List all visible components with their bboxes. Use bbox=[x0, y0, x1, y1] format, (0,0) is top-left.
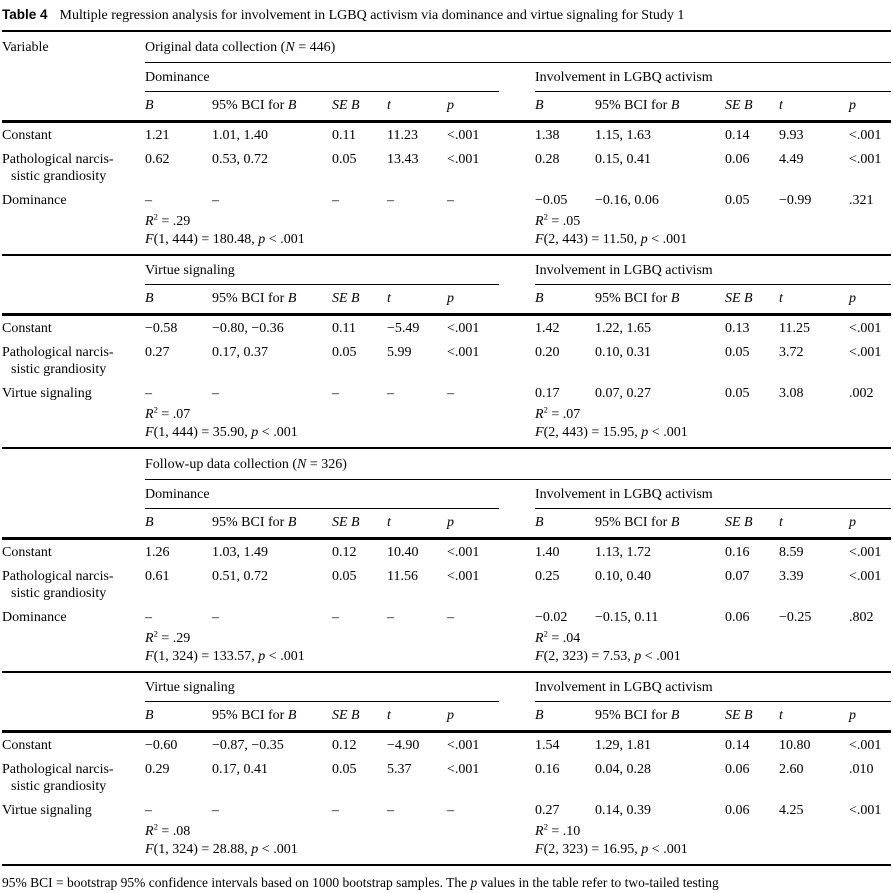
cell-value: <.001 bbox=[849, 803, 882, 818]
cell-value: 11.23 bbox=[387, 128, 418, 143]
cell-value: −5.49 bbox=[387, 321, 420, 336]
cell-value: – bbox=[447, 386, 454, 401]
col-header-seb: SE B bbox=[332, 291, 360, 306]
cell-value: 0.62 bbox=[145, 152, 170, 167]
section-header-original bbox=[2, 31, 891, 63]
col-header-b: B bbox=[535, 515, 544, 530]
stat-header-row bbox=[2, 92, 891, 122]
right-r-squared: $R^2 = .07$ bbox=[535, 404, 581, 422]
cell-value: 0.61 bbox=[145, 569, 170, 584]
cell-value: 0.07 bbox=[725, 569, 750, 584]
cell-value: 0.12 bbox=[332, 545, 357, 560]
cell-value: 0.06 bbox=[725, 762, 750, 777]
left-f-stat: F(1, 444) = 35.90, p < .001 bbox=[145, 425, 298, 440]
col-header-bci: 95% BCI for B bbox=[212, 98, 297, 113]
cell-value: 13.43 bbox=[387, 152, 419, 167]
cell-value: 0.14, 0.39 bbox=[595, 803, 651, 818]
cell-value: <.001 bbox=[447, 738, 480, 753]
left-r-squared: $R^2 = .08$ bbox=[145, 821, 191, 839]
col-header-seb: SE B bbox=[332, 708, 360, 723]
col-header-b: B bbox=[145, 708, 154, 723]
cell-value: 0.28 bbox=[535, 152, 560, 167]
row-label: Constant bbox=[2, 545, 52, 560]
cell-value: −0.16, 0.06 bbox=[595, 193, 659, 208]
left-r-squared: $R^2 = .07$ bbox=[145, 404, 191, 422]
table-caption bbox=[2, 4, 893, 30]
row-label: Dominance bbox=[2, 193, 67, 208]
cell-value: 0.05 bbox=[332, 762, 357, 777]
r-squared-row bbox=[2, 629, 891, 648]
cell-value: 2.60 bbox=[779, 762, 804, 777]
cell-value: 0.25 bbox=[535, 569, 560, 584]
stat-header-row bbox=[2, 509, 891, 539]
right-outcome-label: Involvement in LGBQ activism bbox=[535, 263, 713, 278]
cell-value: 0.27 bbox=[145, 345, 170, 360]
cell-value: 0.05 bbox=[725, 193, 750, 208]
right-f-stat: F(2, 323) = 7.53, p < .001 bbox=[535, 649, 681, 664]
col-header-seb: SE B bbox=[725, 515, 753, 530]
right-f-stat: F(2, 443) = 11.50, p < .001 bbox=[535, 232, 688, 247]
cell-value: 1.13, 1.72 bbox=[595, 545, 651, 560]
cell-value: <.001 bbox=[447, 321, 480, 336]
row-label: Constant bbox=[2, 321, 52, 336]
col-header-seb: SE B bbox=[725, 291, 753, 306]
cell-value: 0.06 bbox=[725, 152, 750, 167]
regression-block bbox=[2, 480, 891, 673]
outcome-panel-row bbox=[2, 672, 891, 702]
cell-value: 0.53, 0.72 bbox=[212, 152, 268, 167]
col-header-bci: 95% BCI for B bbox=[212, 291, 297, 306]
cell-value: 1.03, 1.49 bbox=[212, 545, 268, 560]
cell-value: −0.02 bbox=[535, 610, 568, 625]
col-header-b: B bbox=[535, 98, 544, 113]
col-header-bci: 95% BCI for B bbox=[595, 515, 680, 530]
cell-value: – bbox=[447, 193, 454, 208]
col-header-p: p bbox=[447, 515, 454, 530]
table-row bbox=[2, 798, 891, 822]
row-label: Pathological narcis- bbox=[2, 152, 114, 167]
col-header-t: t bbox=[387, 708, 391, 723]
regression-block bbox=[2, 672, 891, 865]
regression-block bbox=[2, 255, 891, 448]
r-squared-row bbox=[2, 822, 891, 841]
left-outcome-label: Virtue signaling bbox=[145, 263, 235, 278]
cell-value: −4.90 bbox=[387, 738, 420, 753]
cell-value: – bbox=[145, 610, 152, 625]
right-r-squared: $R^2 = .05$ bbox=[535, 211, 581, 229]
variable-column-header: Variable bbox=[2, 40, 49, 55]
cell-value: – bbox=[212, 610, 219, 625]
left-f-stat: F(1, 324) = 133.57, p < .001 bbox=[145, 649, 305, 664]
cell-value: −0.25 bbox=[779, 610, 812, 625]
cell-value: – bbox=[447, 803, 454, 818]
cell-value: <.001 bbox=[447, 545, 480, 560]
cell-value: 0.10, 0.31 bbox=[595, 345, 651, 360]
cell-value: <.001 bbox=[849, 152, 882, 167]
col-header-bci: 95% BCI for B bbox=[212, 515, 297, 530]
cell-value: .002 bbox=[849, 386, 874, 401]
cell-value: – bbox=[332, 803, 339, 818]
cell-value: 0.06 bbox=[725, 803, 750, 818]
cell-value: 0.10, 0.40 bbox=[595, 569, 651, 584]
col-header-p: p bbox=[447, 98, 454, 113]
row-label-cont: sistic grandiosity bbox=[11, 362, 107, 377]
cell-value: 1.21 bbox=[145, 128, 170, 143]
col-header-p: p bbox=[849, 708, 856, 723]
section-title: Follow-up data collection (N = 326) bbox=[145, 457, 347, 472]
cell-value: 0.51, 0.72 bbox=[212, 569, 268, 584]
r-squared-row bbox=[2, 212, 891, 231]
cell-value: – bbox=[332, 386, 339, 401]
cell-value: 0.17, 0.41 bbox=[212, 762, 268, 777]
cell-value: 1.29, 1.81 bbox=[595, 738, 651, 753]
table-row bbox=[2, 757, 891, 798]
left-r-squared: $R^2 = .29$ bbox=[145, 628, 191, 646]
row-label: Virtue signaling bbox=[2, 803, 92, 818]
cell-value: <.001 bbox=[849, 345, 882, 360]
col-header-bci: 95% BCI for B bbox=[212, 708, 297, 723]
f-stat-row bbox=[2, 424, 891, 448]
cell-value: – bbox=[447, 610, 454, 625]
cell-value: <.001 bbox=[849, 321, 882, 336]
stat-header-row bbox=[2, 285, 891, 315]
cell-value: – bbox=[387, 193, 394, 208]
row-label: Dominance bbox=[2, 610, 67, 625]
cell-value: 0.27 bbox=[535, 803, 560, 818]
left-outcome-label: Virtue signaling bbox=[145, 680, 235, 695]
cell-value: 11.25 bbox=[779, 321, 810, 336]
row-label: Virtue signaling bbox=[2, 386, 92, 401]
table-caption-text: Multiple regression analysis for involvement in LGBQ activism via dominance and virtue signaling for Study 1 bbox=[59, 8, 685, 23]
stat-header-row bbox=[2, 702, 891, 732]
f-stat-row bbox=[2, 231, 891, 255]
cell-value: 0.14 bbox=[725, 738, 750, 753]
cell-value: <.001 bbox=[849, 545, 882, 560]
col-header-p: p bbox=[849, 98, 856, 113]
row-label: Pathological narcis- bbox=[2, 345, 114, 360]
right-f-stat: F(2, 443) = 15.95, p < .001 bbox=[535, 425, 688, 440]
right-f-stat: F(2, 323) = 16.95, p < .001 bbox=[535, 842, 688, 857]
cell-value: −0.80, −0.36 bbox=[212, 321, 284, 336]
cell-value: <.001 bbox=[849, 569, 882, 584]
col-header-bci: 95% BCI for B bbox=[595, 708, 680, 723]
col-header-b: B bbox=[145, 98, 154, 113]
cell-value: 0.16 bbox=[725, 545, 750, 560]
cell-value: −0.87, −0.35 bbox=[212, 738, 284, 753]
cell-value: <.001 bbox=[447, 345, 480, 360]
col-header-bci: 95% BCI for B bbox=[595, 291, 680, 306]
right-outcome-label: Involvement in LGBQ activism bbox=[535, 487, 713, 502]
col-header-t: t bbox=[779, 708, 783, 723]
section-header-followup bbox=[2, 448, 891, 480]
col-header-b: B bbox=[145, 291, 154, 306]
section-row bbox=[2, 31, 891, 63]
cell-value: 0.17, 0.37 bbox=[212, 345, 268, 360]
cell-value: 0.04, 0.28 bbox=[595, 762, 651, 777]
table-row bbox=[2, 122, 891, 148]
section-title: Original data collection (N = 446) bbox=[145, 40, 336, 55]
cell-value: 9.93 bbox=[779, 128, 804, 143]
cell-value: 0.15, 0.41 bbox=[595, 152, 651, 167]
cell-value: <.001 bbox=[447, 128, 480, 143]
cell-value: 1.26 bbox=[145, 545, 170, 560]
cell-value: <.001 bbox=[447, 152, 480, 167]
cell-value: 0.07, 0.27 bbox=[595, 386, 651, 401]
cell-value: −0.15, 0.11 bbox=[595, 610, 659, 625]
left-r-squared: $R^2 = .29$ bbox=[145, 211, 191, 229]
col-header-t: t bbox=[387, 291, 391, 306]
table-row bbox=[2, 340, 891, 381]
col-header-t: t bbox=[779, 515, 783, 530]
table-row bbox=[2, 564, 891, 605]
regression-table bbox=[2, 30, 891, 866]
cell-value: 11.56 bbox=[387, 569, 418, 584]
cell-value: 3.72 bbox=[779, 345, 804, 360]
cell-value: 5.37 bbox=[387, 762, 412, 777]
col-header-seb: SE B bbox=[332, 515, 360, 530]
cell-value: 1.01, 1.40 bbox=[212, 128, 268, 143]
cell-value: .321 bbox=[849, 193, 874, 208]
col-header-t: t bbox=[387, 515, 391, 530]
cell-value: .010 bbox=[849, 762, 874, 777]
cell-value: 3.39 bbox=[779, 569, 804, 584]
col-header-t: t bbox=[779, 98, 783, 113]
r-squared-row bbox=[2, 405, 891, 424]
table-row bbox=[2, 732, 891, 758]
cell-value: 0.16 bbox=[535, 762, 560, 777]
col-header-p: p bbox=[447, 708, 454, 723]
col-header-b: B bbox=[535, 708, 544, 723]
cell-value: 3.08 bbox=[779, 386, 804, 401]
cell-value: 0.11 bbox=[332, 128, 356, 143]
cell-value: .802 bbox=[849, 610, 874, 625]
outcome-panel-row bbox=[2, 63, 891, 92]
cell-value: −0.99 bbox=[779, 193, 812, 208]
cell-value: – bbox=[332, 610, 339, 625]
cell-value: 0.13 bbox=[725, 321, 750, 336]
cell-value: 0.11 bbox=[332, 321, 356, 336]
row-label: Constant bbox=[2, 128, 52, 143]
f-stat-row bbox=[2, 648, 891, 672]
cell-value: <.001 bbox=[447, 762, 480, 777]
row-label-cont: sistic grandiosity bbox=[11, 169, 107, 184]
right-outcome-label: Involvement in LGBQ activism bbox=[535, 680, 713, 695]
cell-value: 4.49 bbox=[779, 152, 804, 167]
outcome-panel-row bbox=[2, 480, 891, 509]
left-f-stat: F(1, 324) = 28.88, p < .001 bbox=[145, 842, 298, 857]
col-header-seb: SE B bbox=[332, 98, 360, 113]
table-row bbox=[2, 381, 891, 405]
cell-value: 8.59 bbox=[779, 545, 804, 560]
cell-value: 1.15, 1.63 bbox=[595, 128, 651, 143]
right-r-squared: $R^2 = .10$ bbox=[535, 821, 581, 839]
cell-value: 1.38 bbox=[535, 128, 560, 143]
table-caption-label: Table 4 bbox=[2, 7, 48, 22]
row-label-cont: sistic grandiosity bbox=[11, 586, 107, 601]
cell-value: 0.06 bbox=[725, 610, 750, 625]
cell-value: 0.05 bbox=[332, 569, 357, 584]
outcome-panel-row bbox=[2, 255, 891, 285]
right-outcome-label: Involvement in LGBQ activism bbox=[535, 70, 713, 85]
cell-value: – bbox=[387, 386, 394, 401]
cell-value: 0.05 bbox=[725, 386, 750, 401]
cell-value: <.001 bbox=[849, 738, 882, 753]
table-row bbox=[2, 147, 891, 188]
cell-value: – bbox=[387, 610, 394, 625]
cell-value: 1.42 bbox=[535, 321, 560, 336]
cell-value: – bbox=[145, 803, 152, 818]
left-outcome-label: Dominance bbox=[145, 70, 210, 85]
cell-value: 10.80 bbox=[779, 738, 811, 753]
cell-value: 0.17 bbox=[535, 386, 560, 401]
col-header-p: p bbox=[447, 291, 454, 306]
cell-value: <.001 bbox=[849, 128, 882, 143]
table-row bbox=[2, 188, 891, 212]
cell-value: 0.05 bbox=[332, 345, 357, 360]
cell-value: – bbox=[387, 803, 394, 818]
left-outcome-label: Dominance bbox=[145, 487, 210, 502]
col-header-b: B bbox=[535, 291, 544, 306]
right-r-squared: $R^2 = .04$ bbox=[535, 628, 581, 646]
col-header-seb: SE B bbox=[725, 708, 753, 723]
table-row bbox=[2, 315, 891, 341]
regression-block bbox=[2, 63, 891, 256]
row-label: Constant bbox=[2, 738, 52, 753]
cell-value: 1.40 bbox=[535, 545, 560, 560]
col-header-t: t bbox=[779, 291, 783, 306]
cell-value: 1.54 bbox=[535, 738, 560, 753]
cell-value: – bbox=[212, 386, 219, 401]
cell-value: 0.12 bbox=[332, 738, 357, 753]
row-label: Pathological narcis- bbox=[2, 569, 114, 584]
row-label: Pathological narcis- bbox=[2, 762, 114, 777]
col-header-t: t bbox=[387, 98, 391, 113]
cell-value: – bbox=[332, 193, 339, 208]
col-header-seb: SE B bbox=[725, 98, 753, 113]
cell-value: 0.05 bbox=[725, 345, 750, 360]
col-header-b: B bbox=[145, 515, 154, 530]
cell-value: −0.58 bbox=[145, 321, 178, 336]
f-stat-row bbox=[2, 841, 891, 865]
cell-value: 0.29 bbox=[145, 762, 170, 777]
cell-value: −0.05 bbox=[535, 193, 568, 208]
cell-value: 0.20 bbox=[535, 345, 560, 360]
cell-value: 1.22, 1.65 bbox=[595, 321, 651, 336]
cell-value: <.001 bbox=[447, 569, 480, 584]
cell-value: 5.99 bbox=[387, 345, 412, 360]
row-label-cont: sistic grandiosity bbox=[11, 779, 107, 794]
col-header-bci: 95% BCI for B bbox=[595, 98, 680, 113]
cell-value: – bbox=[145, 193, 152, 208]
cell-value: – bbox=[212, 803, 219, 818]
cell-value: 0.05 bbox=[332, 152, 357, 167]
cell-value: 10.40 bbox=[387, 545, 419, 560]
cell-value: 0.14 bbox=[725, 128, 750, 143]
col-header-p: p bbox=[849, 515, 856, 530]
table-row bbox=[2, 605, 891, 629]
cell-value: 4.25 bbox=[779, 803, 804, 818]
left-f-stat: F(1, 444) = 180.48, p < .001 bbox=[145, 232, 305, 247]
cell-value: – bbox=[145, 386, 152, 401]
cell-value: – bbox=[212, 193, 219, 208]
table-footnote: 95% BCI = bootstrap 95% confidence intervals based on 1000 bootstrap samples. The p values in the table refer to two-tailed testing bbox=[2, 875, 719, 890]
table-row bbox=[2, 539, 891, 565]
col-header-p: p bbox=[849, 291, 856, 306]
cell-value: −0.60 bbox=[145, 738, 178, 753]
section-row bbox=[2, 448, 891, 480]
